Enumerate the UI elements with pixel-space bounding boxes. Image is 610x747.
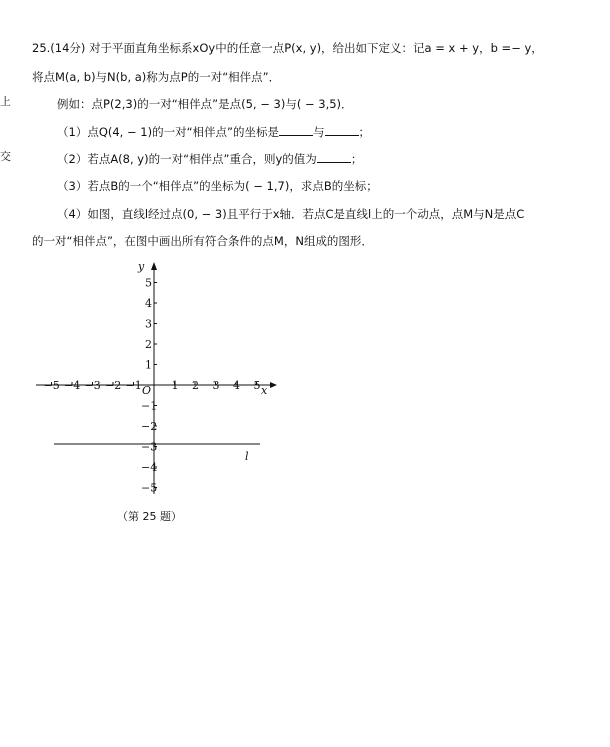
coordinate-figure xyxy=(30,258,290,503)
answer-blank-1a[interactable] xyxy=(279,125,313,136)
problem-intro-text: 对于平面直角坐标系xOy中的任意一点P(x, y)，给出如下定义：记a = x + y，b =− y， xyxy=(89,41,543,55)
y-tick-label: 5 xyxy=(145,276,152,290)
y-axis-arrow-icon xyxy=(151,262,157,270)
y-tick-label: 1 xyxy=(145,358,152,372)
y-tick-label: 2 xyxy=(145,338,152,351)
question-2 xyxy=(57,151,362,167)
y-tick-label: −3 xyxy=(141,440,158,454)
problem-intro-line-1 xyxy=(32,40,543,56)
x-tick-label: −3 xyxy=(84,379,101,392)
x-tick-label: 1 xyxy=(171,379,179,392)
question-1-end: ； xyxy=(358,125,370,139)
line-l-label: l xyxy=(245,450,249,463)
question-2-text: （2）若点A(8, y)的一对“相伴点”重合，则y的值为 xyxy=(57,152,317,166)
question-4-line-1: （4）如图，直线l经过点(0, − 3)且平行于x轴．若点C是直线l上的一个动点，点M与N是点C xyxy=(57,207,525,221)
question-3: （3）若点B的一个“相伴点”的坐标为( − 1,7)，求点B的坐标； xyxy=(57,179,378,193)
question-2-end: ； xyxy=(350,152,363,166)
problem-score: (14分) xyxy=(50,41,86,55)
y-tick-label: −5 xyxy=(141,481,158,495)
question-1-text: （1）点Q(4, − 1)的一对“相伴点”的坐标是 xyxy=(57,125,279,139)
y-tick-label: 4 xyxy=(145,297,152,310)
x-tick-label: −1 xyxy=(125,379,142,392)
y-axis-label: y xyxy=(138,260,145,273)
answer-blank-2[interactable] xyxy=(317,152,351,163)
y-tick-label: 3 xyxy=(145,317,152,331)
example-line: 例如：点P(2,3)的一对“相伴点”是点(5, − 3)与( − 3,5)． xyxy=(57,97,353,111)
x-tick-label: −4 xyxy=(64,379,81,392)
question-4-line-2: 的一对“相伴点”，在图中画出所有符合条件的点M，N组成的图形． xyxy=(32,234,373,248)
x-axis-label: x xyxy=(261,384,268,397)
question-1 xyxy=(57,124,370,140)
x-tick-label: 4 xyxy=(233,379,240,392)
x-tick-label: 3 xyxy=(212,379,220,392)
answer-blank-1b[interactable] xyxy=(325,125,359,136)
figure-caption: （第 25 题） xyxy=(117,510,182,523)
problem-number: 25. xyxy=(32,41,51,55)
y-tick-label: −1 xyxy=(141,399,158,413)
x-tick-label: 5 xyxy=(253,379,261,392)
x-axis-arrow-icon xyxy=(270,382,277,388)
y-tick-label: −4 xyxy=(141,461,158,474)
question-1-and: 与 xyxy=(313,125,325,139)
x-tick-label: −2 xyxy=(105,379,122,392)
x-tick-label: 2 xyxy=(192,379,199,392)
y-tick-label: −2 xyxy=(141,420,158,433)
x-tick-label: −5 xyxy=(43,379,60,392)
origin-label: O xyxy=(142,384,152,397)
problem-intro-line-2: 将点M(a, b)与N(b, a)称为点P的一对“相伴点”． xyxy=(32,70,281,84)
margin-mark-1: 上 xyxy=(0,95,11,108)
margin-mark-2: 交 xyxy=(0,150,11,163)
